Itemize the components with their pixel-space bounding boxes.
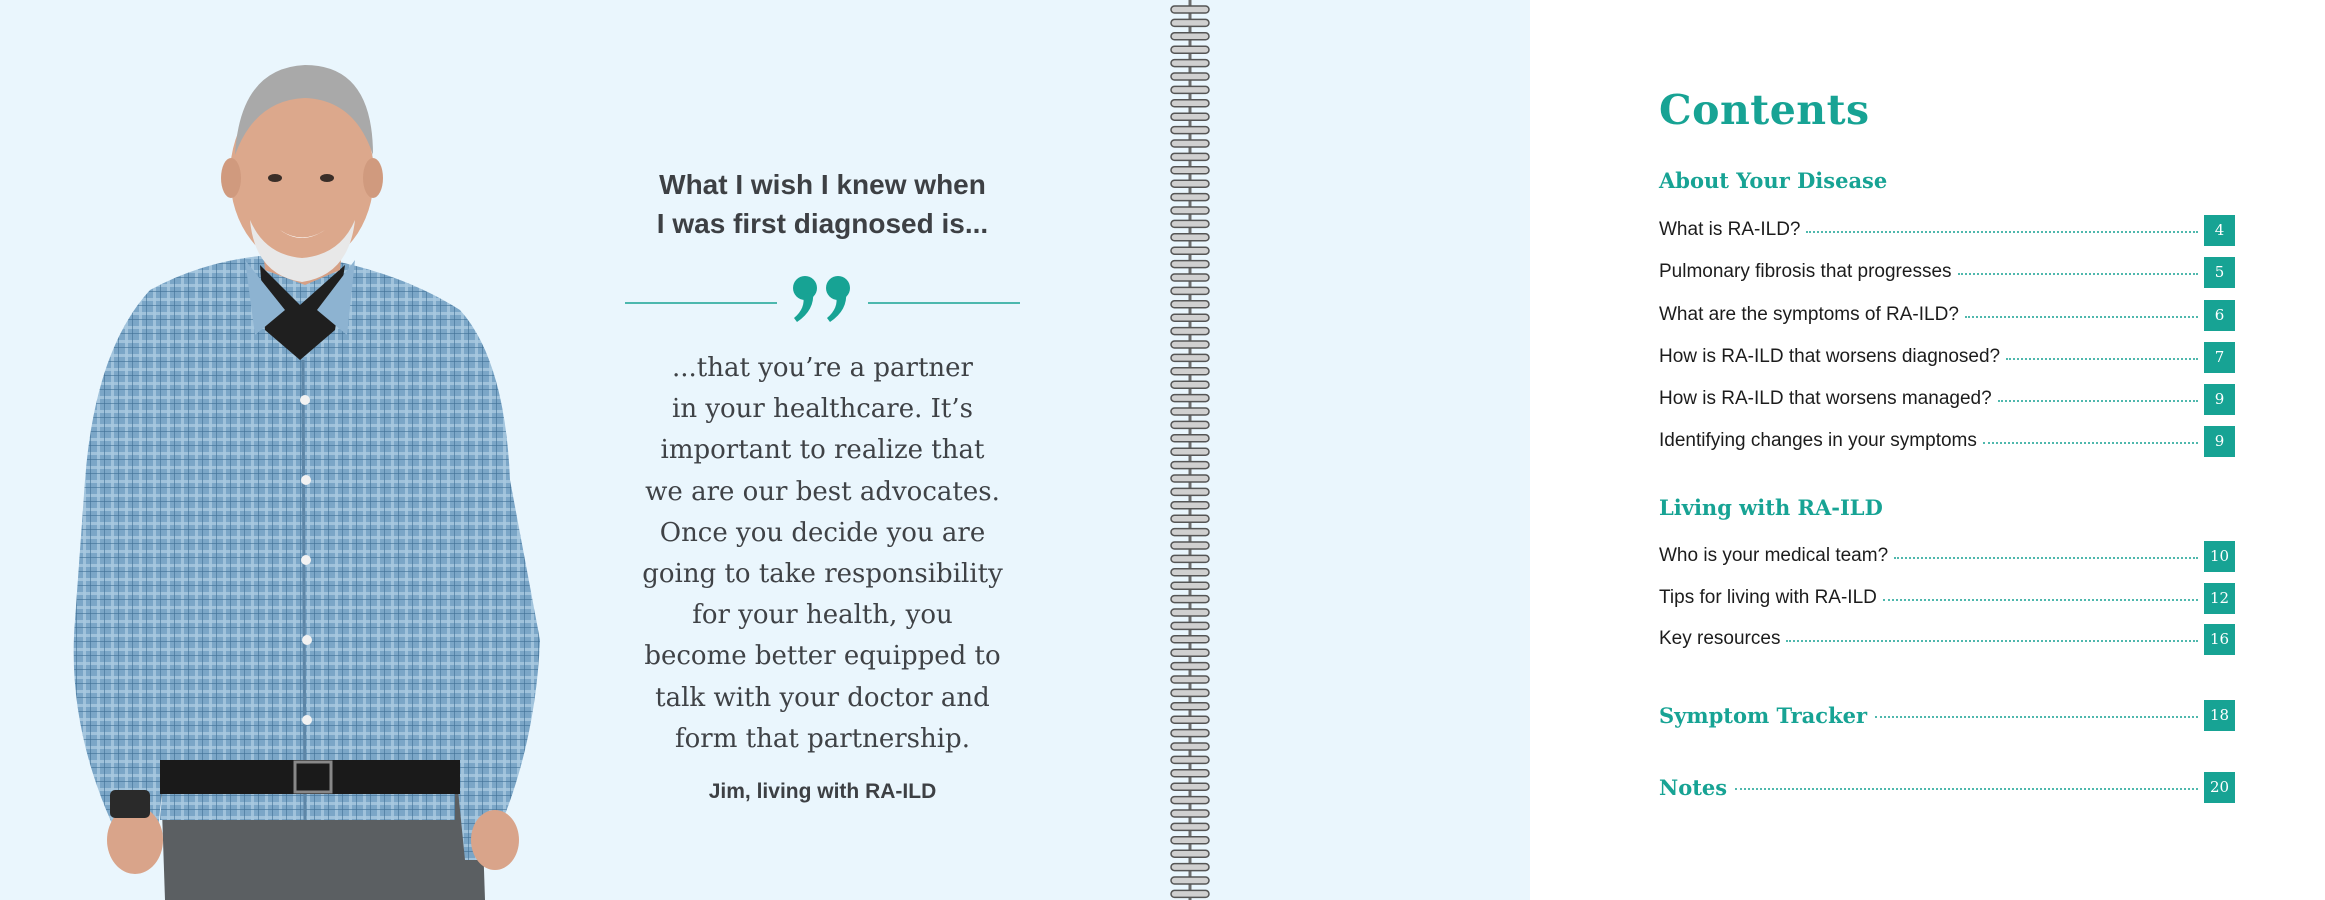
- binding-coil: [1171, 113, 1209, 120]
- toc-section-heading: About Your Disease: [1659, 168, 1888, 193]
- binding-coil: [1171, 823, 1209, 830]
- contents-title: Contents: [1659, 86, 1870, 134]
- toc-entry-label: How is RA-ILD that worsens managed?: [1659, 388, 1992, 409]
- dot-leader: [1894, 557, 2198, 559]
- toc-page-number: 9: [2204, 426, 2235, 457]
- binding-coil: [1171, 529, 1209, 536]
- toc-entry[interactable]: [1659, 540, 2235, 572]
- binding-coil: [1171, 783, 1209, 790]
- binding-coil: [1171, 689, 1209, 696]
- toc-section-heading: Living with RA-ILD: [1659, 495, 1883, 520]
- binding-coil: [1171, 515, 1209, 522]
- binding-coil: [1171, 676, 1209, 683]
- binding-coil: [1171, 569, 1209, 576]
- quote-line: ...that you’re a partner: [672, 353, 973, 383]
- binding-coil: [1171, 261, 1209, 268]
- dot-leader: [1958, 273, 2198, 275]
- dot-leader: [1883, 599, 2198, 601]
- binding-coil: [1171, 220, 1209, 227]
- toc-entry[interactable]: [1659, 256, 2235, 288]
- binding-coil: [1171, 609, 1209, 616]
- binding-coil: [1171, 582, 1209, 589]
- dot-leader: [2006, 358, 2198, 360]
- toc-entry-label: Identifying changes in your symptoms: [1659, 430, 1977, 451]
- quote-body: [620, 348, 1025, 760]
- binding-coil: [1171, 864, 1209, 871]
- binding-coil: [1171, 354, 1209, 361]
- toc-entry-symptom-tracker[interactable]: [1659, 699, 2235, 731]
- binding-coil: [1171, 314, 1209, 321]
- binding-coil: [1171, 837, 1209, 844]
- toc-entry-label: Tips for living with RA-ILD: [1659, 587, 1877, 608]
- toc-entry-notes[interactable]: [1659, 771, 2235, 803]
- binding-coil: [1171, 194, 1209, 201]
- binding-coil: [1171, 475, 1209, 482]
- binding-coil: [1171, 274, 1209, 281]
- toc-page-number: 12: [2204, 583, 2235, 614]
- binding-coil: [1171, 770, 1209, 777]
- quote-line: Once you decide you are: [659, 517, 986, 548]
- toc-page-number: 5: [2204, 257, 2235, 288]
- toc-entry[interactable]: [1659, 623, 2235, 655]
- binding-coil: [1171, 877, 1209, 884]
- binding-coil: [1171, 703, 1209, 710]
- quote-divider: [625, 270, 1020, 330]
- binding-coil: [1171, 46, 1209, 53]
- binding-coil: [1171, 756, 1209, 763]
- toc-page-number: 6: [2204, 300, 2235, 331]
- binding-coil: [1171, 502, 1209, 509]
- dot-leader: [1998, 400, 2198, 402]
- quote-heading-line: I was first diagnosed is...: [656, 208, 989, 239]
- binding-coil: [1171, 850, 1209, 857]
- binding-coil: [1171, 207, 1209, 214]
- binding-coil: [1171, 301, 1209, 308]
- toc-entry[interactable]: [1659, 582, 2235, 614]
- toc-entry-label: What is RA-ILD?: [1659, 219, 1801, 240]
- toc-entry-label: Who is your medical team?: [1659, 545, 1889, 566]
- binding-coil: [1171, 287, 1209, 294]
- binding-coil: [1171, 435, 1209, 442]
- quote-attribution: Jim, living with RA-ILD: [708, 780, 937, 803]
- binding-coil: [1171, 810, 1209, 817]
- toc-entry[interactable]: [1659, 425, 2235, 457]
- binding-coil: [1171, 73, 1209, 80]
- quote-line: going to take responsibility: [642, 559, 1003, 590]
- binding-coil: [1171, 649, 1209, 656]
- dot-leader: [1806, 231, 2198, 233]
- person-photo: [55, 60, 610, 900]
- quote-line: important to realize that: [660, 435, 985, 466]
- quotation-mark-icon: [793, 276, 850, 322]
- binding-coil: [1171, 341, 1209, 348]
- toc-entry[interactable]: [1659, 341, 2235, 373]
- toc-entry-label: Symptom Tracker: [1659, 702, 1868, 728]
- binding-coil: [1171, 86, 1209, 93]
- binding-coil: [1171, 542, 1209, 549]
- dot-leader: [1875, 716, 2198, 718]
- binding-coil: [1171, 743, 1209, 750]
- binding-coil: [1171, 100, 1209, 107]
- toc-entry[interactable]: [1659, 299, 2235, 331]
- binding-coil: [1171, 462, 1209, 469]
- binding-coil: [1171, 381, 1209, 388]
- binding-coil: [1171, 60, 1209, 67]
- quote-line: we are our best advocates.: [645, 476, 1000, 507]
- binding-coil: [1171, 890, 1209, 897]
- binding-coil: [1171, 730, 1209, 737]
- binding-coil: [1171, 408, 1209, 415]
- quote-line: for your health, you: [692, 600, 953, 631]
- binding-coil: [1171, 555, 1209, 562]
- toc-entry-label: What are the symptoms of RA-ILD?: [1659, 304, 1959, 325]
- binding-coil: [1171, 153, 1209, 160]
- toc-entry-label: Notes: [1659, 774, 1728, 800]
- toc-entry[interactable]: [1659, 383, 2235, 415]
- binding-coil: [1171, 622, 1209, 629]
- toc-page-number: 10: [2204, 541, 2235, 572]
- dot-leader: [1735, 788, 2198, 790]
- binding-coil: [1171, 596, 1209, 603]
- quote-heading: [600, 165, 1045, 243]
- binding-coil: [1171, 6, 1209, 13]
- toc-page-number: 4: [2204, 215, 2235, 246]
- dot-leader: [1965, 316, 2198, 318]
- binding-coil: [1171, 167, 1209, 174]
- binding-coil: [1171, 716, 1209, 723]
- binding-coil: [1171, 33, 1209, 40]
- binding-coil: [1171, 247, 1209, 254]
- binding-coil: [1171, 328, 1209, 335]
- quote-line: in your healthcare. It’s: [672, 394, 973, 425]
- binding-coil: [1171, 368, 1209, 375]
- binding-coil: [1171, 797, 1209, 804]
- binding-coil: [1171, 140, 1209, 147]
- dot-leader: [1983, 442, 2198, 444]
- binding-coil: [1171, 395, 1209, 402]
- quote-line: form that partnership.: [675, 723, 970, 754]
- toc-page-number: 7: [2204, 342, 2235, 373]
- toc-page-number: 18: [2204, 700, 2235, 731]
- binding-coil: [1171, 663, 1209, 670]
- binding-coil: [1171, 636, 1209, 643]
- toc-entry[interactable]: [1659, 214, 2235, 246]
- dot-leader: [1786, 640, 2198, 642]
- toc-page-number: 20: [2204, 772, 2235, 803]
- toc-entry-label: How is RA-ILD that worsens diagnosed?: [1659, 346, 2001, 367]
- binding-coil: [1171, 488, 1209, 495]
- binding-coil: [1171, 448, 1209, 455]
- toc-entry-label: Key resources: [1659, 628, 1781, 649]
- spiral-binding: [1168, 0, 1212, 900]
- toc-entry-label: Pulmonary fibrosis that progresses: [1659, 261, 1952, 282]
- binding-coil: [1171, 421, 1209, 428]
- toc-page-number: 9: [2204, 384, 2235, 415]
- binding-coil: [1171, 180, 1209, 187]
- binding-coil: [1171, 127, 1209, 134]
- toc-page-number: 16: [2204, 624, 2235, 655]
- binding-coil: [1171, 19, 1209, 26]
- quote-heading-line: What I wish I knew when: [659, 169, 986, 200]
- quote-line: become better equipped to: [644, 641, 1001, 672]
- binding-coil: [1171, 234, 1209, 241]
- quote-line: talk with your doctor and: [655, 682, 990, 713]
